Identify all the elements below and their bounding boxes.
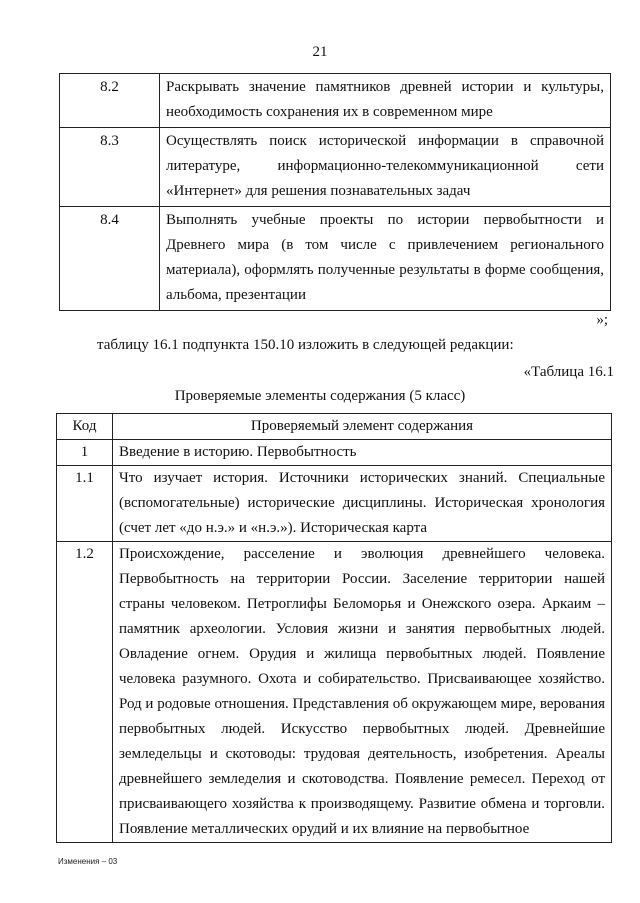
row-text: Раскрывать значение памятников древней истории и культуры, необходимость сохранения их в современном мире (160, 74, 611, 128)
closing-quote: »; (596, 312, 608, 328)
table-row (60, 128, 611, 207)
row-code: 8.4 (60, 207, 160, 311)
table-title: Проверяемые элементы содержания (5 класс) (174, 388, 466, 404)
table-header-row (57, 414, 612, 440)
row-text: Что изучает история. Источники исторических знаний. Специальные (вспомогательные) исторические дисциплины. Историческая хронология (счет лет «до н.э.» и «н.э.»). Историческая карта (113, 466, 612, 542)
instruction-text: таблицу 16.1 подпункта 150.10 изложить в следующей редакции: (97, 337, 514, 353)
row-code: 8.3 (60, 128, 160, 207)
row-text: Введение в историю. Первобытность (113, 440, 612, 466)
content-elements-table (56, 413, 612, 843)
table-row (60, 74, 611, 128)
row-code: 8.2 (60, 74, 160, 128)
row-text: Выполнять учебные проекты по истории первобытности и Древнего мира (в том числе с привлечением регионального материала), оформлять полученные результаты в форме сообщения, альбома, презентации (160, 207, 611, 311)
footer-note: Изменения – 03 (58, 857, 118, 866)
column-header-element: Проверяемый элемент содержания (113, 414, 612, 440)
table-row (57, 542, 612, 843)
row-text: Происхождение, расселение и эволюция древнейшего человека. Первобытность на территории России. Заселение территории нашей страны человеком. Петроглифы Беломорья и Онежского озера. Аркаим – памятник археологии. Условия жизни и занятия первобытных людей. Овладение огнем. Орудия и жилища первобытных людей. Появление человека разумного. Охота и собирательство. Присваивающее хозяйство. Род и родовые отношения. Представления об окружающем мире, верования первобытных людей. Искусство первобытных людей. Древнейшие земледельцы и скотоводы: трудовая деятельность, изобретения. Ареалы древнейшего земледелия и скотоводства. Появление ремесел. Переход от присваивающего хозяйства к производящему. Развитие обмена и торговли. Появление металлических орудий и их влияние на первобытное (113, 542, 612, 843)
row-code: 1.2 (57, 542, 113, 843)
table-row (57, 440, 612, 466)
row-text: Осуществлять поиск исторической информации в справочной литературе, информационно-телекоммуникационной сети «Интернет» для решения познавательных задач (160, 128, 611, 207)
row-code: 1 (57, 440, 113, 466)
page-number: 21 (312, 44, 328, 60)
previous-table-fragment (59, 73, 611, 311)
table-row (57, 466, 612, 542)
row-code: 1.1 (57, 466, 113, 542)
column-header-code: Код (57, 414, 113, 440)
table-row (60, 207, 611, 311)
table-label: «Таблица 16.1 (523, 364, 614, 380)
